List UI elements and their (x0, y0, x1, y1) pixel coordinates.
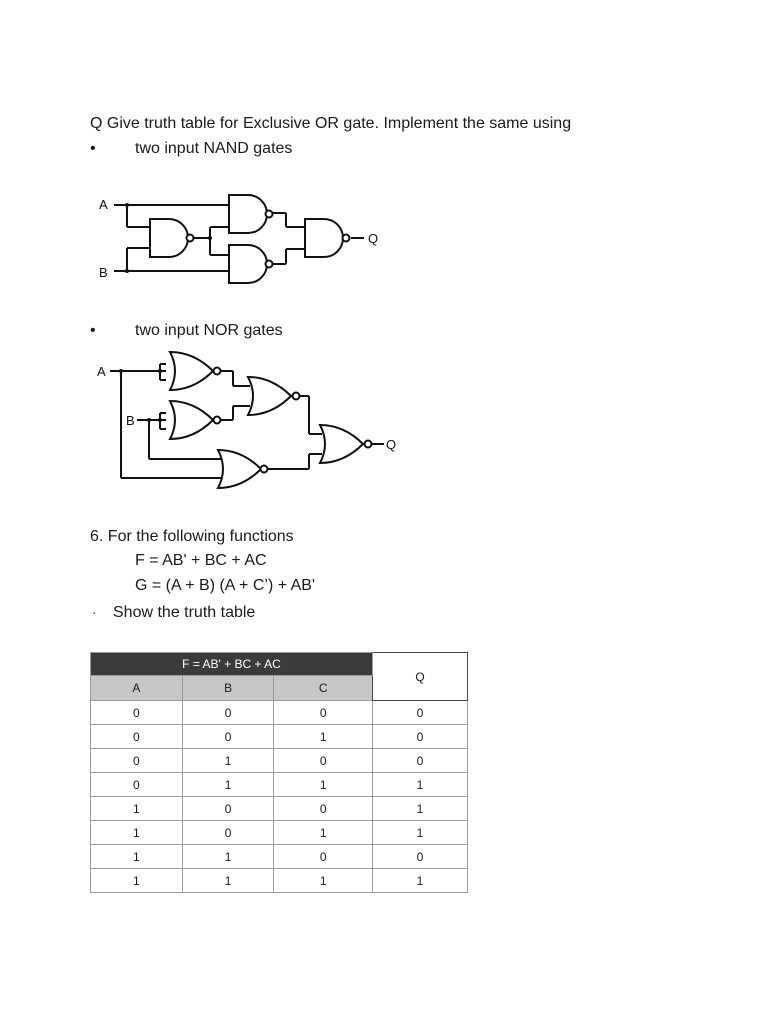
cell-q: 1 (373, 797, 468, 821)
function-f: F = AB' + BC + AC (135, 552, 267, 569)
cell-a: 1 (91, 869, 183, 893)
cell-b: 1 (182, 845, 274, 869)
cell-a: 1 (91, 845, 183, 869)
nor-gate-2 (170, 401, 221, 439)
column-header-a: A (91, 676, 183, 701)
nor-gate-5 (320, 425, 372, 463)
cell-q: 0 (373, 845, 468, 869)
cell-a: 1 (91, 821, 183, 845)
cell-b: 1 (182, 869, 274, 893)
table-row (91, 701, 468, 725)
cell-c: 0 (274, 749, 373, 773)
cell-c: 0 (274, 701, 373, 725)
nand-input-b-label: B (99, 265, 108, 280)
cell-q: 1 (373, 773, 468, 797)
nor-gate-3 (248, 377, 300, 415)
cell-q: 0 (373, 725, 468, 749)
nor-gate-1 (170, 352, 221, 390)
cell-a: 0 (91, 773, 183, 797)
cell-a: 0 (91, 725, 183, 749)
cell-c: 1 (274, 821, 373, 845)
cell-b: 0 (182, 701, 274, 725)
sub-marker: · (92, 605, 97, 620)
table-row (91, 773, 468, 797)
table-row (91, 869, 468, 893)
nand-input-a-label: A (99, 197, 108, 212)
cell-q: 1 (373, 821, 468, 845)
bullet-marker: • (90, 140, 96, 157)
cell-b: 1 (182, 749, 274, 773)
question-text: Q Give truth table for Exclusive OR gate. Implement the same using (90, 115, 572, 132)
nor-input-a-label: A (97, 364, 106, 379)
table-title: F = AB' + BC + AC (91, 653, 373, 676)
nor-input-b-label: B (126, 413, 135, 428)
nand-output-label: Q (368, 231, 379, 246)
table-row (91, 797, 468, 821)
nor-gate-4 (218, 450, 268, 488)
cell-a: 0 (91, 701, 183, 725)
bullet-marker: • (90, 322, 96, 339)
cell-q: 0 (373, 701, 468, 725)
cell-c: 0 (274, 845, 373, 869)
output-header: Q (373, 653, 468, 701)
truth-table (90, 652, 468, 893)
column-header-c: C (274, 676, 373, 701)
table-row (91, 821, 468, 845)
item6-heading: 6. For the following functions (90, 528, 294, 545)
cell-c: 1 (274, 725, 373, 749)
sub-text: Show the truth table (113, 604, 256, 621)
bullet-nand-text: two input NAND gates (135, 140, 293, 157)
cell-b: 0 (182, 797, 274, 821)
bullet-nor-text: two input NOR gates (135, 322, 283, 339)
cell-c: 1 (274, 869, 373, 893)
table-row (91, 725, 468, 749)
function-g: G = (A + B) (A + C’) + AB' (135, 577, 316, 594)
table-row (91, 749, 468, 773)
cell-c: 1 (274, 773, 373, 797)
cell-b: 1 (182, 773, 274, 797)
cell-b: 0 (182, 725, 274, 749)
cell-c: 0 (274, 797, 373, 821)
cell-a: 1 (91, 797, 183, 821)
cell-q: 1 (373, 869, 468, 893)
column-header-b: B (182, 676, 274, 701)
nor-output-label: Q (386, 437, 397, 452)
cell-a: 0 (91, 749, 183, 773)
cell-b: 0 (182, 821, 274, 845)
cell-q: 0 (373, 749, 468, 773)
table-row (91, 845, 468, 869)
